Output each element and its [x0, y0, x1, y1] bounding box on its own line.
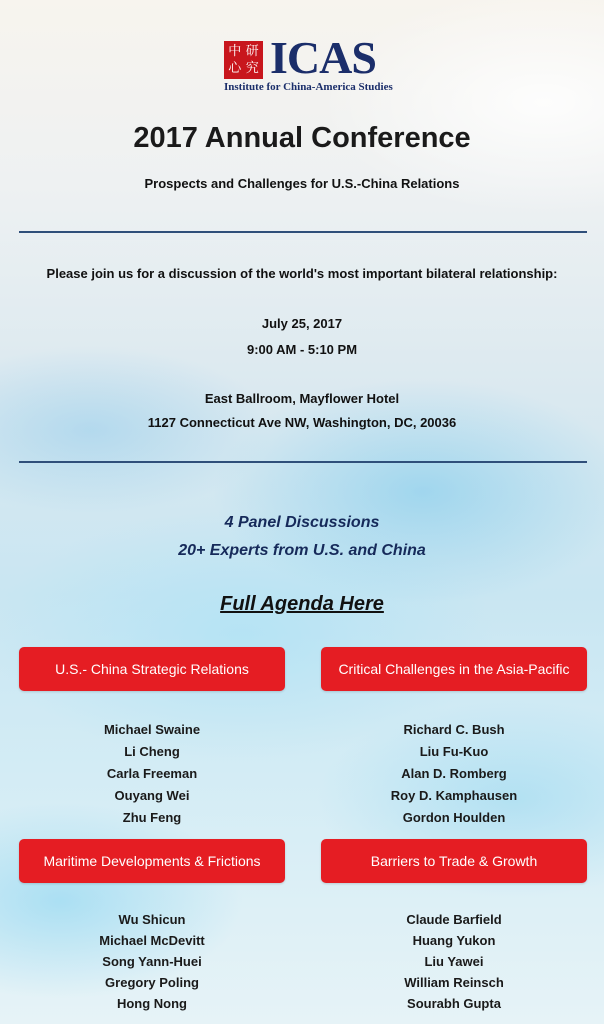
invite-text: Please join us for a discussion of the world's most important bilateral relationship: — [46, 266, 558, 281]
logo-text: ICAS — [270, 32, 376, 83]
speaker-name: Ouyang Wei — [114, 788, 190, 803]
speaker-name: Hong Nong — [116, 996, 188, 1011]
page-subtitle: Prospects and Challenges for U.S.-China Relations — [144, 176, 460, 191]
speaker-name: Richard C. Bush — [403, 722, 505, 737]
divider — [19, 231, 587, 233]
speaker-name: Sourabh Gupta — [407, 996, 501, 1011]
highlight-experts: 20+ Experts from U.S. and China — [178, 542, 426, 559]
speaker-list-panel-3 — [19, 909, 285, 1014]
seal-char: 研 — [245, 43, 259, 59]
full-agenda-link[interactable]: Full Agenda Here — [220, 593, 384, 615]
icas-logo[interactable] — [224, 32, 404, 96]
divider — [19, 461, 587, 463]
panel-button-strategic-relations[interactable]: U.S.- China Strategic Relations — [19, 647, 285, 691]
highlight-panels: 4 Panel Discussions — [224, 514, 380, 531]
panel-button-trade-growth[interactable]: Barriers to Trade & Growth — [321, 839, 587, 883]
seal-char: 究 — [245, 60, 259, 76]
speaker-name: Gordon Houlden — [402, 810, 506, 825]
event-address: 1127 Connecticut Ave NW, Washington, DC, 20036 — [147, 415, 457, 430]
logo-seal — [224, 41, 263, 79]
panel-button-asia-pacific[interactable]: Critical Challenges in the Asia-Pacific — [321, 647, 587, 691]
event-time: 9:00 AM - 5:10 PM — [246, 342, 358, 357]
speaker-name: Huang Yukon — [412, 933, 496, 948]
speaker-name: Liu Fu-Kuo — [419, 744, 489, 759]
speaker-name: Li Cheng — [124, 744, 180, 759]
event-date: July 25, 2017 — [261, 316, 343, 331]
speaker-name: Gregory Poling — [105, 975, 199, 990]
speaker-list-panel-4 — [321, 909, 587, 1014]
speaker-name: Carla Freeman — [106, 766, 198, 781]
speaker-name: Michael McDevitt — [99, 933, 205, 948]
speaker-name: Wu Shicun — [118, 912, 186, 927]
seal-char: 中 — [228, 43, 242, 59]
speaker-name: Song Yann-Huei — [102, 954, 202, 969]
page-title: 2017 Annual Conference — [133, 122, 471, 154]
speaker-name: Zhu Feng — [122, 810, 182, 825]
speaker-name: Alan D. Romberg — [401, 766, 507, 781]
panel-button-maritime[interactable]: Maritime Developments & Frictions — [19, 839, 285, 883]
logo-subtitle: Institute for China-America Studies — [224, 81, 393, 93]
speaker-list-panel-1 — [19, 719, 285, 829]
speaker-name: Michael Swaine — [103, 722, 201, 737]
speaker-name: Roy D. Kamphausen — [390, 788, 518, 803]
event-venue: East Ballroom, Mayflower Hotel — [204, 391, 400, 406]
seal-char: 心 — [228, 60, 242, 76]
speaker-name: William Reinsch — [404, 975, 504, 990]
speaker-list-panel-2 — [321, 719, 587, 829]
speaker-name: Liu Yawei — [424, 954, 484, 969]
speaker-name: Claude Barfield — [406, 912, 502, 927]
